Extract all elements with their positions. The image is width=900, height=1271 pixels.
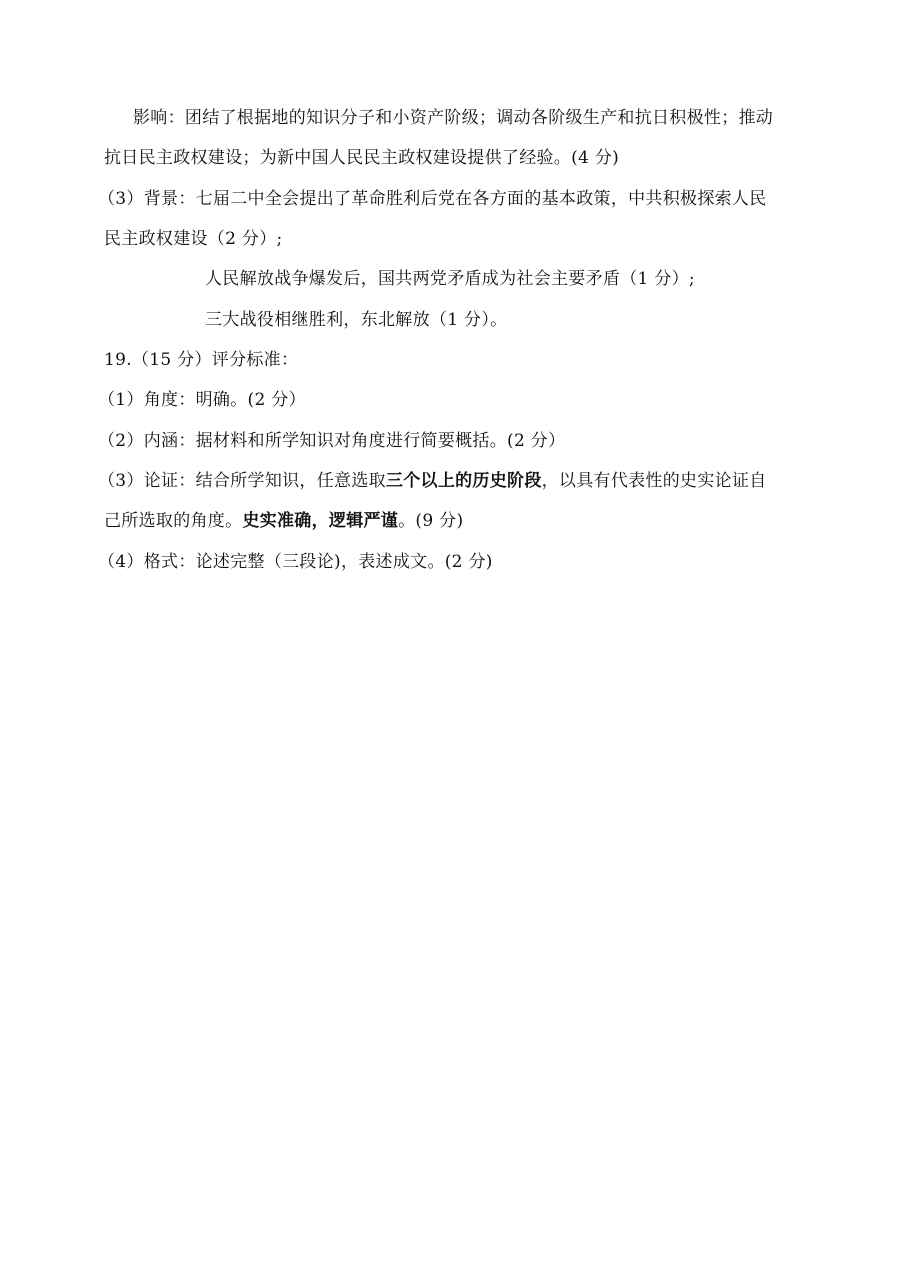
influence-line-2: 抗日民主政权建设；为新中国人民民主政权建设提供了经验。(4 分) — [104, 148, 620, 168]
argument-emphasis-stages: 三个以上的历史阶段 — [385, 471, 542, 491]
background-line-2: 民主政权建设（2 分）; — [104, 229, 283, 249]
background-line-3: 人民解放战争爆发后，国共两党矛盾成为社会主要矛盾（1 分）; — [205, 269, 695, 289]
influence-line-1: 影响：团结了根据地的知识分子和小资产阶级；调动各阶级生产和抗日积极性；推动 — [133, 108, 774, 128]
argument-emphasis-accuracy: 史实准确，逻辑严谨 — [242, 511, 399, 531]
argument-text-1: （3）论证：结合所学知识，任意选取 — [98, 471, 386, 491]
background-line-4: 三大战役相继胜利，东北解放（1 分）。 — [205, 310, 508, 330]
q19-item-argument-line-1 — [98, 469, 767, 493]
argument-text-3: 己所选取的角度。 — [104, 511, 243, 531]
q19-heading: 19.（15 分）评分标准： — [104, 350, 299, 370]
q19-item-angle: （1）角度：明确。(2 分） — [98, 390, 306, 410]
argument-text-2: ，以具有代表性的史实论证自 — [541, 471, 767, 491]
background-line-1: （3）背景：七届二中全会提出了革命胜利后党在各方面的基本政策，中共积极探索人民 — [98, 189, 767, 209]
q19-item-argument-line-2 — [104, 509, 463, 533]
q19-item-connotation: （2）内涵：据材料和所学知识对角度进行简要概括。(2 分） — [98, 431, 566, 451]
argument-text-4: 。(9 分) — [398, 511, 464, 531]
q19-item-format: （4）格式：论述完整（三段论)，表述成文。(2 分) — [98, 552, 493, 572]
